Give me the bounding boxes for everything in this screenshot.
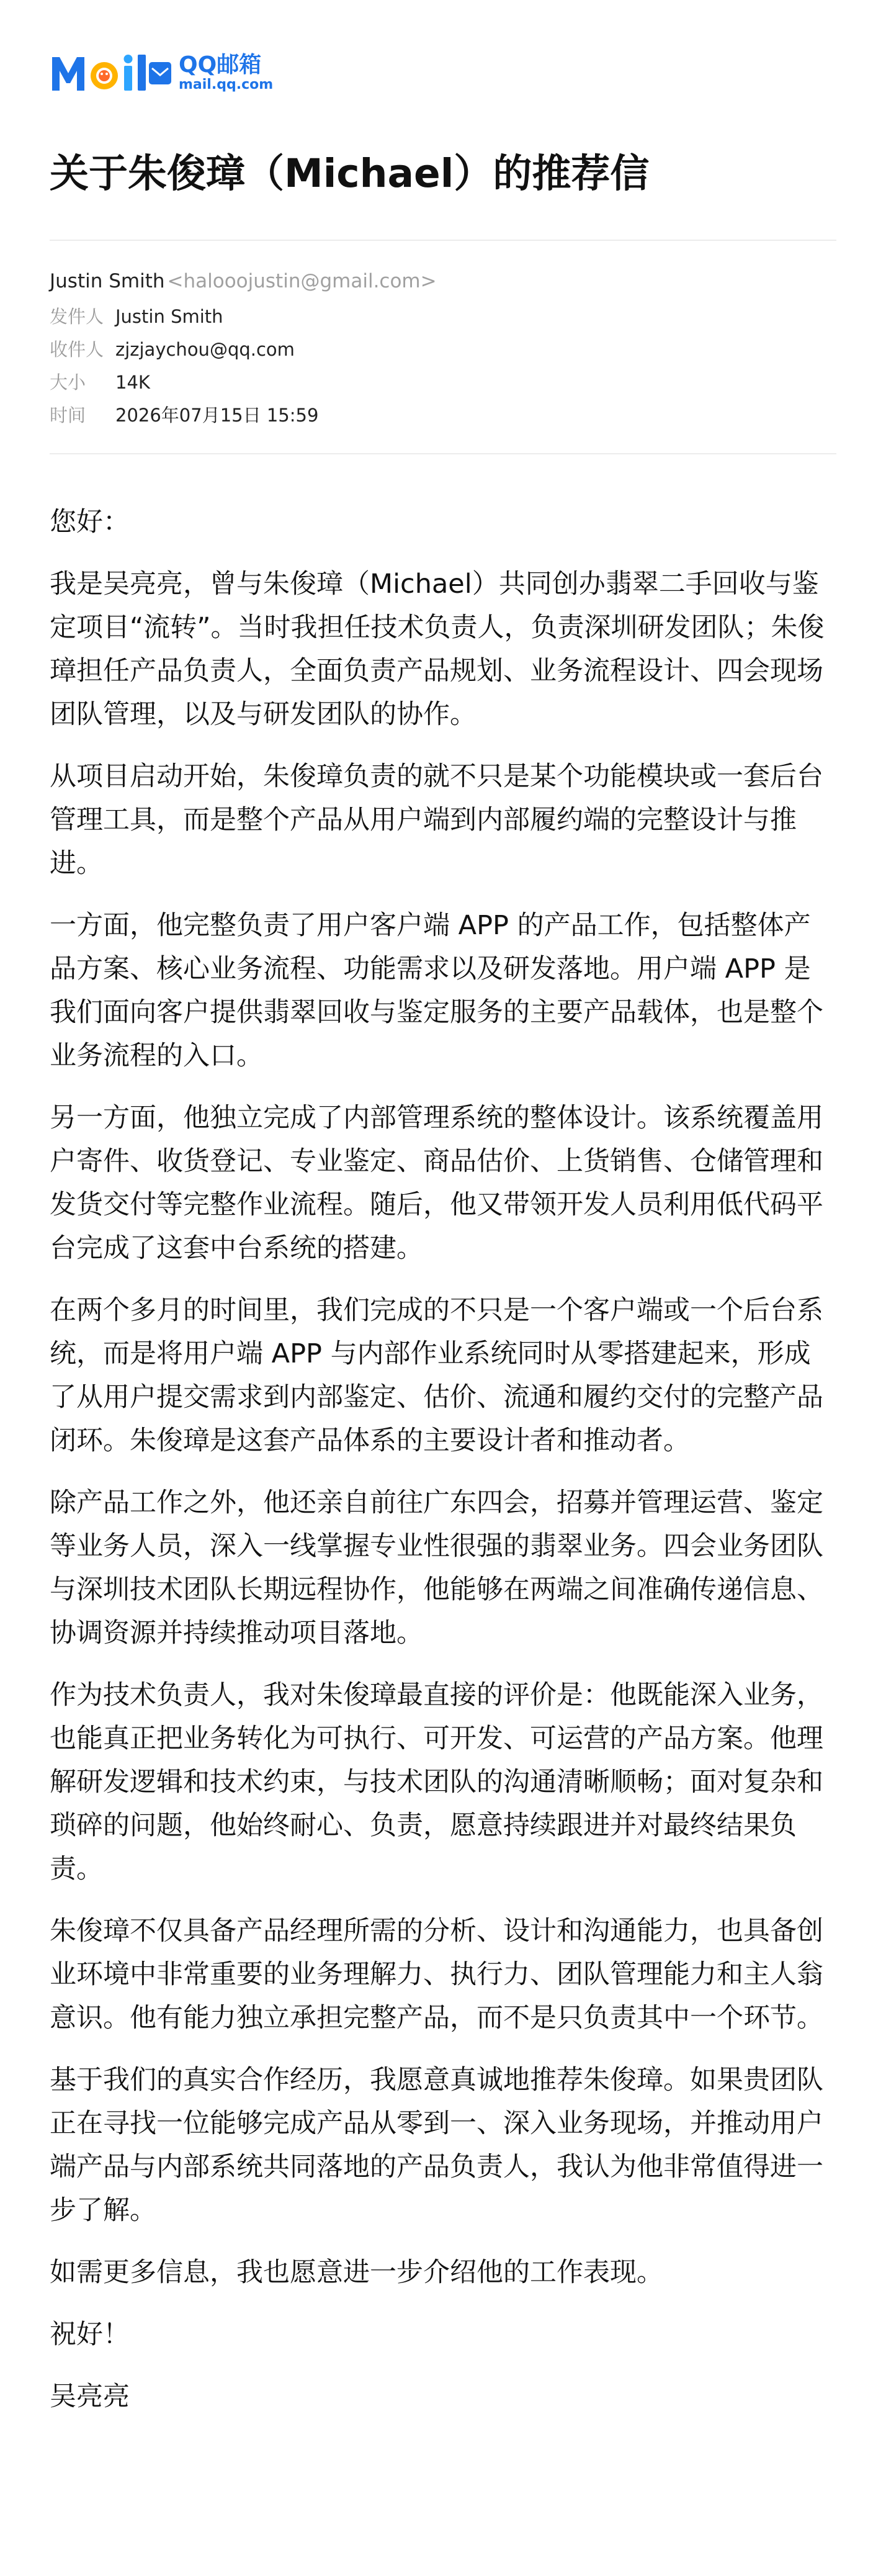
sender-line[interactable] xyxy=(50,268,437,294)
logo-domain-text: mail.qq.com xyxy=(179,77,274,92)
email-subject: 关于朱俊璋（Michael）的推荐信 xyxy=(50,151,650,196)
body-paragraph: 如需更多信息，我也愿意进一步介绍他的工作表现。 xyxy=(50,2257,663,2288)
email-body xyxy=(50,500,836,2437)
body-paragraph: 作为技术负责人，我对朱俊璋最直接的评价是：他既能深入业务，也能真正把业务转化为可执行、可开发、可运营的产品方案。他理解研发逻辑和技术约束，与技术团队的沟通清晰顺畅；面对复杂和琐碎的问题，他始终耐心、负责，愿意持续跟进并对最终结果负责。 xyxy=(50,1680,823,1885)
meta-value-size: 14K xyxy=(115,372,150,393)
body-signature: 吴亮亮 xyxy=(50,2381,130,2412)
mail-logo-mark xyxy=(50,50,174,96)
body-paragraph: 一方面，他完整负责了用户客户端 APP 的产品工作，包括整体产品方案、核心业务流程、功能需求以及研发落地。用户端 APP 是我们面向客户提供翡翠回收与鉴定服务的主要产品载体，也是整个业务流程的入口。 xyxy=(50,910,823,1071)
meta-value-to[interactable]: zjzjaychou@qq.com xyxy=(115,339,295,360)
meta-row-time xyxy=(50,403,318,428)
meta-row-to xyxy=(50,337,295,362)
body-paragraph: 在两个多月的时间里，我们完成的不只是一个客户端或一个后台系统，而是将用户端 APP 与内部作业系统同时从零搭建起来，形成了从用户提交需求到内部鉴定、估价、流通和履约交付的完整产品闭环。朱俊璋是这套产品体系的主要设计者和推动者。 xyxy=(50,1295,823,1456)
logo-brand-text: QQ邮箱 xyxy=(179,52,262,78)
meta-row-size xyxy=(50,370,150,395)
sender-email[interactable]: <halooojustin@gmail.com> xyxy=(167,270,437,292)
body-paragraph: 从项目启动开始，朱俊璋负责的就不只是某个功能模块或一套后台管理工具，而是整个产品从用户端到内部履约端的完整设计与推进。 xyxy=(50,761,823,879)
body-paragraph: 朱俊璋不仅具备产品经理所需的分析、设计和沟通能力，也具备创业环境中非常重要的业务理解力、执行力、团队管理能力和主人翁意识。他有能力独立承担完整产品，而不是只负责其中一个环节。 xyxy=(50,1916,823,2033)
sender-name[interactable]: Justin Smith xyxy=(50,270,165,292)
logo-text xyxy=(179,53,273,92)
body-paragraph: 另一方面，他独立完成了内部管理系统的整体设计。该系统覆盖用户寄件、收货登记、专业鉴定、商品估价、上货销售、仓储管理和发货交付等完整作业流程。随后，他又带领开发人员利用低代码平台完成了这套中台系统的搭建。 xyxy=(50,1102,823,1264)
body-paragraph: 除产品工作之外，他还亲自前往广东四会，招募并管理运营、鉴定等业务人员，深入一线掌握专业性很强的翡翠业务。四会业务团队与深圳技术团队长期远程协作，他能够在两端之间准确传递信息、协调资源并持续推动项目落地。 xyxy=(50,1487,823,1649)
qq-mail-logo[interactable] xyxy=(50,50,273,96)
meta-value-from[interactable]: Justin Smith xyxy=(115,306,223,327)
header-divider-top xyxy=(50,240,836,241)
body-greeting: 您好： xyxy=(50,507,130,538)
meta-label-to: 收件人 xyxy=(50,339,104,360)
meta-label-time: 时间 xyxy=(50,405,86,426)
body-closing: 祝好！ xyxy=(50,2319,130,2350)
meta-label-from: 发件人 xyxy=(50,306,104,327)
body-paragraph: 基于我们的真实合作经历，我愿意真诚地推荐朱俊璋。如果贵团队正在寻找一位能够完成产品从零到一、深入业务现场，并推动用户端产品与内部系统共同落地的产品负责人，我认为他非常值得进一步了解。 xyxy=(50,2065,823,2226)
meta-row-from xyxy=(50,304,223,329)
body-paragraph: 我是吴亮亮，曾与朱俊璋（Michael）共同创办翡翠二手回收与鉴定项目“流转”。当时我担任技术负责人，负责深圳研发团队；朱俊璋担任产品负责人，全面负责产品规划、业务流程设计、四会现场团队管理，以及与研发团队的协作。 xyxy=(50,569,825,730)
meta-value-time: 2026年07月15日 15:59 xyxy=(115,405,319,426)
mail-wordmark-icon xyxy=(50,50,174,96)
header-divider-bottom xyxy=(50,453,836,454)
meta-label-size: 大小 xyxy=(50,372,86,393)
